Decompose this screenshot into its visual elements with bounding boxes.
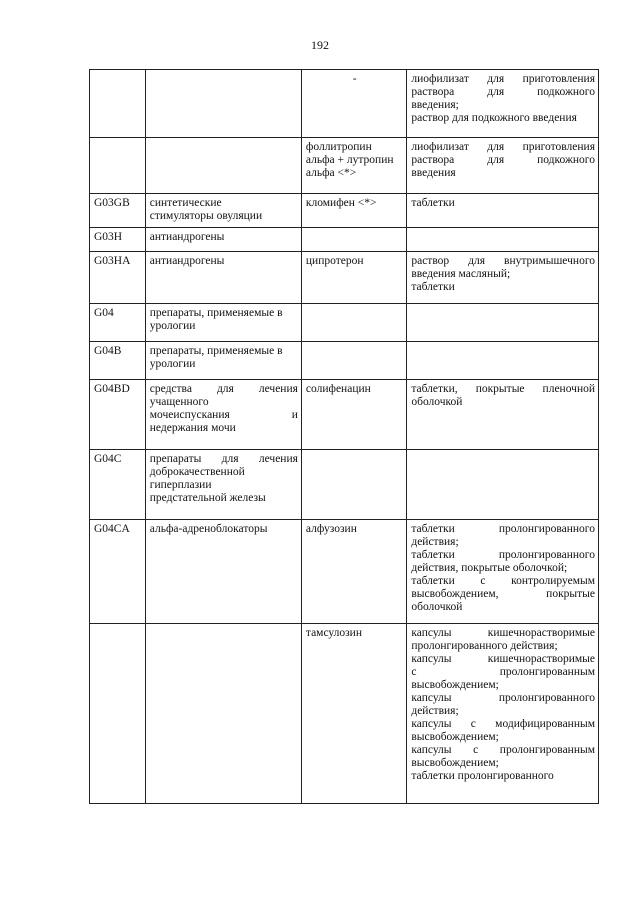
- atc-code-cell: G04: [90, 304, 146, 342]
- anatomical-group-cell: [145, 70, 301, 138]
- dosage-form-line: высвобождением;: [411, 731, 499, 743]
- anatomical-group-cell: [145, 138, 301, 194]
- drug-name-line: фоллитропин: [305, 141, 372, 153]
- atc-code-cell: G04CA: [90, 520, 146, 624]
- dosage-form-line: капсулы кишечнорастворимые: [411, 653, 595, 665]
- anatomical-group-cell: [145, 520, 301, 624]
- dosage-form-line: лиофилизат для приготовления: [411, 141, 595, 153]
- group-line: антиандрогены: [149, 231, 225, 243]
- atc-code-cell: G04B: [90, 342, 146, 380]
- table-row: [90, 624, 599, 804]
- dosage-form-line: таблетки: [411, 197, 455, 209]
- table-body: [90, 70, 599, 804]
- dosage-form-cell: [407, 194, 599, 228]
- table-row: [90, 304, 599, 342]
- anatomical-group-cell: [145, 450, 301, 520]
- drug-name-cell: [301, 252, 406, 304]
- atc-code-cell: G03HA: [90, 252, 146, 304]
- dosage-form-cell: [407, 228, 599, 252]
- drug-name-line: ципротерон: [305, 255, 364, 267]
- table-row: [90, 138, 599, 194]
- dosage-form-line: пролонгированного действия;: [411, 640, 558, 652]
- atc-code-cell: G04BD: [90, 380, 146, 450]
- drug-name-cell: [301, 304, 406, 342]
- dosage-form-line: таблетки, покрытые пленочной: [411, 383, 595, 395]
- group-line: средства для лечения: [149, 383, 298, 395]
- group-line: гиперплазии: [149, 479, 212, 491]
- table-row: [90, 70, 599, 138]
- dosage-form-line: таблетки с контролируемым: [411, 575, 595, 587]
- dosage-form-line: оболочкой: [411, 601, 463, 613]
- dosage-form-line: высвобождением;: [411, 757, 499, 769]
- dosage-form-cell: [407, 624, 599, 804]
- dosage-form-line: действия, покрытые оболочкой;: [411, 562, 568, 574]
- group-line: альфа-адреноблокаторы: [149, 523, 268, 535]
- dosage-form-cell: [407, 252, 599, 304]
- group-line: стимуляторы овуляции: [149, 210, 263, 222]
- table-row: [90, 194, 599, 228]
- dosage-form-line: введения масляный;: [411, 268, 511, 280]
- dosage-form-line: капсулы кишечнорастворимые: [411, 627, 595, 639]
- drug-name-cell: [301, 342, 406, 380]
- group-line: урологии: [149, 320, 196, 332]
- dosage-form-line: высвобождением;: [411, 679, 499, 691]
- drug-name-line: альфа + лутропин: [305, 154, 394, 166]
- dosage-form-line: введения: [411, 167, 456, 179]
- dosage-form-cell: [407, 70, 599, 138]
- drug-name-cell: [301, 380, 406, 450]
- dosage-form-line: раствора для подкожного: [411, 154, 595, 166]
- anatomical-group-cell: [145, 624, 301, 804]
- group-line: учащенного: [149, 396, 209, 408]
- drug-name-line: тамсулозин: [305, 627, 362, 639]
- dosage-form-cell: [407, 138, 599, 194]
- anatomical-group-cell: [145, 380, 301, 450]
- dosage-form-line: капсулы пролонгированного: [411, 692, 595, 704]
- anatomical-group-cell: [145, 342, 301, 380]
- drug-table: [89, 69, 599, 804]
- drug-name-cell: [301, 138, 406, 194]
- drug-name-cell: [301, 624, 406, 804]
- group-line: доброкачественной: [149, 466, 245, 478]
- drug-name-line: кломифен <*>: [305, 197, 377, 209]
- dosage-form-line: с пролонгированным: [411, 666, 595, 678]
- atc-code-cell: G03GB: [90, 194, 146, 228]
- dosage-form-cell: [407, 520, 599, 624]
- atc-code-cell: G03H: [90, 228, 146, 252]
- group-line: синтетические: [149, 197, 222, 209]
- table-row: [90, 450, 599, 520]
- dosage-form-line: лиофилизат для приготовления: [411, 73, 595, 85]
- group-line: антиандрогены: [149, 255, 225, 267]
- anatomical-group-cell: [145, 252, 301, 304]
- drug-name-cell: [301, 450, 406, 520]
- dosage-form-line: таблетки пролонгированного: [411, 549, 595, 561]
- atc-code-cell: [90, 624, 146, 804]
- drug-name-line: алфузозин: [305, 523, 357, 535]
- dosage-form-line: таблетки пролонгированного: [411, 523, 595, 535]
- dosage-form-line: действия;: [411, 705, 459, 717]
- drug-name-line: альфа <*>: [305, 167, 357, 179]
- dosage-form-line: введения;: [411, 99, 459, 111]
- page-number: 192: [311, 38, 329, 52]
- dosage-form-cell: [407, 304, 599, 342]
- dosage-form-line: раствор для подкожного введения: [411, 112, 577, 124]
- dosage-form-cell: [407, 342, 599, 380]
- group-line: препараты, применяемые в: [149, 307, 283, 319]
- dosage-form-cell: [407, 380, 599, 450]
- group-line: мочеиспускания и: [149, 409, 298, 421]
- group-line: урологии: [149, 358, 196, 370]
- group-line: препараты, применяемые в: [149, 345, 283, 357]
- drug-name-line: -: [352, 73, 357, 85]
- dosage-form-line: капсулы с модифицированным: [411, 718, 595, 730]
- dosage-form-line: таблетки пролонгированного: [411, 770, 554, 782]
- anatomical-group-cell: [145, 228, 301, 252]
- anatomical-group-cell: [145, 304, 301, 342]
- dosage-form-line: раствора для подкожного: [411, 86, 595, 98]
- dosage-form-line: оболочкой: [411, 396, 463, 408]
- table-row: [90, 252, 599, 304]
- drug-name-line: солифенацин: [305, 383, 371, 395]
- atc-code-cell: G04C: [90, 450, 146, 520]
- dosage-form-line: действия;: [411, 536, 459, 548]
- table-row: [90, 380, 599, 450]
- dosage-form-line: таблетки: [411, 281, 455, 293]
- dosage-form-line: высвобождением, покрытые: [411, 588, 595, 600]
- table-row: [90, 228, 599, 252]
- table-row: [90, 520, 599, 624]
- atc-code-cell: [90, 70, 146, 138]
- table-row: [90, 342, 599, 380]
- atc-code-cell: [90, 138, 146, 194]
- dosage-form-cell: [407, 450, 599, 520]
- drug-name-cell: [301, 194, 406, 228]
- group-line: недержания мочи: [149, 422, 236, 434]
- dosage-form-line: раствор для внутримышечного: [411, 255, 595, 267]
- dosage-form-line: капсулы с пролонгированным: [411, 744, 595, 756]
- drug-name-cell: [301, 520, 406, 624]
- group-line: предстательной железы: [149, 492, 266, 504]
- drug-name-cell: [301, 70, 406, 138]
- group-line: препараты для лечения: [149, 453, 298, 465]
- drug-name-cell: [301, 228, 406, 252]
- anatomical-group-cell: [145, 194, 301, 228]
